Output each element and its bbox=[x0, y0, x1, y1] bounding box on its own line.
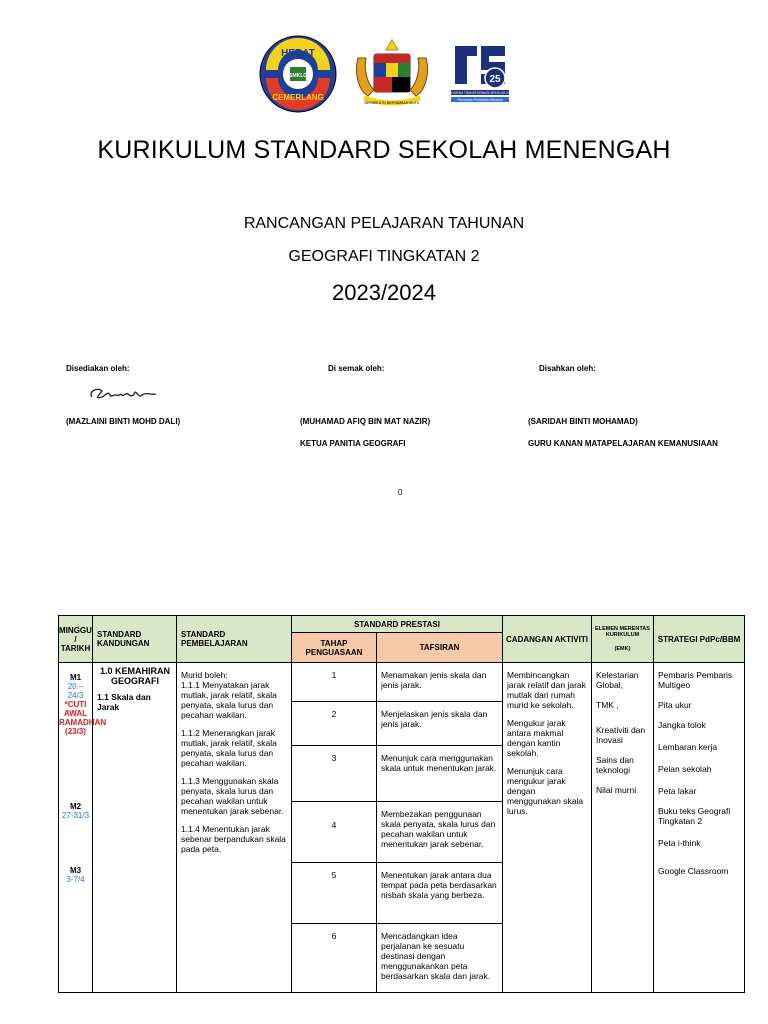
tahap-6: 6 bbox=[292, 924, 377, 993]
tahap-2: 2 bbox=[292, 702, 377, 746]
strategi-8: Peta i-think bbox=[658, 838, 701, 848]
crest-bottom-text: CEMERLANG bbox=[272, 93, 324, 102]
header-tarikh: TARIKH bbox=[60, 643, 91, 653]
strategi-cell bbox=[654, 663, 745, 993]
week-1-label: M1 bbox=[69, 673, 82, 682]
tafsiran-1 bbox=[377, 663, 503, 702]
emk-1: Kelestarian Global, bbox=[596, 670, 639, 690]
strategi-6: Peta lakar bbox=[658, 786, 697, 796]
tafsiran-1-text: Menamakan jenis skala dan jenis jarak. bbox=[381, 670, 487, 690]
pembelajaran-2: 1.1.2 Menerangkan jarak mutlak, jarak relatif, skala penyata, skala lurus dan pecahan wakilan. bbox=[181, 728, 277, 768]
page-number: 0 bbox=[398, 488, 403, 497]
ts25-caption: PROGRAM TRANSFORMASI SEKOLAH 2025 bbox=[447, 91, 513, 95]
tahap-1: 1 bbox=[292, 663, 377, 702]
cadangan-aktiviti-cell bbox=[503, 663, 592, 993]
header-slash: / bbox=[74, 634, 77, 644]
emk-cell bbox=[592, 663, 654, 993]
ts25-caption-2: Perubahan Pendidikan Bermula bbox=[457, 98, 503, 102]
week-2 bbox=[59, 802, 92, 820]
crest-top-text: HEBAT bbox=[281, 48, 315, 59]
week-1 bbox=[59, 673, 107, 736]
week-2-label: M2 bbox=[69, 802, 82, 811]
header-emk bbox=[592, 616, 654, 663]
kandungan-main: 1.0 KEMAHIRAN GEOGRAFI bbox=[99, 666, 170, 686]
crest-center-text: SMKLC bbox=[289, 73, 307, 79]
week-3-date: 3-7/4 bbox=[66, 875, 85, 884]
header-standard-prestasi: STANDARD PRESTASI bbox=[292, 616, 503, 633]
coat-of-arms-logo bbox=[352, 38, 432, 110]
annual-plan-table bbox=[58, 615, 745, 993]
subject-title: GEOGRAFI TINGKATAN 2 bbox=[288, 248, 480, 265]
header-standard-pembelajaran: STANDARD PEMBELAJARAN bbox=[177, 616, 292, 663]
tahap-4: 4 bbox=[292, 802, 377, 863]
emk-3: Kreativiti dan Inovasi bbox=[596, 725, 646, 745]
standard-pembelajaran-cell bbox=[177, 663, 292, 993]
cadangan-3: Menunjuk cara mengukur jarak dengan menggunakan skala lurus. bbox=[507, 766, 584, 816]
tahap-3: 3 bbox=[292, 746, 377, 802]
tafsiran-6 bbox=[377, 924, 503, 993]
header-minggu: MINGGU bbox=[59, 625, 92, 635]
strategi-9: Google Classroom bbox=[658, 866, 729, 876]
tafsiran-6-text: Mencadangkan idea perjalanan ke sesuatu destinasi dengan menggunakankan peta berdasarkan skala dan jarak. bbox=[381, 931, 491, 981]
tafsiran-2 bbox=[377, 702, 503, 746]
tafsiran-3-text: Menunjuk cara menggunakan skala untuk menentukan jarak. bbox=[381, 753, 497, 773]
week-3 bbox=[59, 866, 92, 884]
week-1-holiday-date: (23/3) bbox=[65, 727, 86, 736]
tahap-5: 5 bbox=[292, 863, 377, 924]
checked-by-label: Di semak oleh: bbox=[328, 364, 385, 373]
school-crest-logo bbox=[258, 34, 338, 114]
emk-4: Sains dan teknologi bbox=[596, 755, 634, 775]
checked-by-role: KETUA PANITIA GEOGRAFI bbox=[300, 439, 406, 448]
strategi-4: Lembaran kerja bbox=[658, 742, 718, 752]
pembelajaran-3: 1.1.3 Menggunakan skala penyata, skala lurus dan pecahan wakilan untuk menentukan jarak sebenar. bbox=[181, 776, 284, 816]
strategi-2: Pita ukur bbox=[658, 700, 692, 710]
week-1-date: 20 – 24/3 bbox=[67, 682, 84, 700]
week-3-label: M3 bbox=[69, 866, 82, 875]
checked-by-name: (MUHAMAD AFIQ BIN MAT NAZIR) bbox=[300, 417, 431, 426]
cadangan-2: Mengukur jarak antara makmal dengan kantin sekolah. bbox=[507, 718, 566, 758]
pembelajaran-4: 1.1.4 Menentukan jarak sebenar berpandukan skala pada peta. bbox=[181, 824, 286, 854]
strategi-3: Jangka tolok bbox=[658, 720, 706, 730]
document-subtitle: RANCANGAN PELAJARAN TAHUNAN bbox=[243, 215, 525, 232]
header-standard-kandungan: STANDARD KANDUNGAN bbox=[93, 616, 177, 663]
ts25-number: 25 bbox=[489, 74, 501, 85]
strategi-7: Buku teks Geografi Tingkatan 2 bbox=[658, 806, 731, 826]
emk-5: Nilai murni bbox=[596, 785, 637, 795]
tafsiran-5 bbox=[377, 863, 503, 924]
strategi-5: Pelan sekolah bbox=[658, 764, 712, 774]
logo-row bbox=[0, 34, 768, 114]
emk-2: TMK , bbox=[596, 700, 619, 710]
tafsiran-4 bbox=[377, 802, 503, 863]
tafsiran-4-text: Membezakan penggunaan skala penyata, skala lurus dan pecahan wakilan untuk menentukan jarak sebenar. bbox=[381, 809, 496, 849]
header-emk-abbr: (EMK) bbox=[614, 646, 631, 652]
prepared-by-name: (MAZLAINI BINTI MOHD DALI) bbox=[66, 417, 181, 426]
prepared-by-label: Disediakan oleh: bbox=[66, 364, 130, 373]
header-emk-title: ELEMEN MERENTAS KURIKULUM bbox=[595, 626, 650, 638]
header-strategi: STRATEGI PdPc/BBM bbox=[654, 616, 745, 663]
jata-motto: BERSEKUTU BERTAMBAH MUTU bbox=[364, 101, 420, 105]
week-2-date: 27-31/3 bbox=[61, 811, 90, 820]
strategi-1: Pembaris Pembaris Multigeo bbox=[658, 670, 733, 690]
handwritten-signature bbox=[84, 383, 164, 410]
tafsiran-3 bbox=[377, 746, 503, 802]
header-cadangan-aktiviti: CADANGAN AKTIVITI bbox=[503, 616, 592, 663]
week-1-holiday-note: *CUTI AWAL RAMADHAN bbox=[59, 700, 107, 727]
header-minggu-tarikh bbox=[59, 616, 93, 663]
header-tahap-penguasaan: TAHAP PENGUASAAN bbox=[292, 633, 377, 663]
tafsiran-5-text: Menentukan jarak antara dua tempat pada peta berdasarkan nisbah skala yang berbeza. bbox=[381, 870, 497, 900]
pembelajaran-1: Murid boleh: 1.1.1 Menyatakan jarak mutlak, jarak relatif, skala penyata, skala lurus dan pecahan wakilan. bbox=[181, 670, 277, 720]
document-title: KURIKULUM STANDARD SEKOLAH MENENGAH bbox=[97, 136, 671, 164]
weeks-cell bbox=[59, 663, 107, 993]
approved-by-role: GURU KANAN MATAPELAJARAN KEMANUSIAAN bbox=[528, 439, 718, 448]
header-tafsiran: TAFSIRAN bbox=[377, 633, 503, 663]
approved-by-name: (SARIDAH BINTI MOHAMAD) bbox=[528, 417, 638, 426]
cadangan-1: Membincangkan jarak relatif dan jarak mutlak dari rumah murid ke sekolah. bbox=[507, 670, 586, 710]
approved-by-label: Disahkan oleh: bbox=[539, 364, 596, 373]
kandungan-sub: 1.1 Skala dan Jarak bbox=[97, 692, 151, 712]
standard-kandungan-cell bbox=[93, 663, 177, 993]
ts25-logo bbox=[447, 40, 513, 106]
tafsiran-2-text: Menjelaskan jenis skala dan jenis jarak. bbox=[381, 709, 488, 729]
academic-year: 2023/2024 bbox=[332, 280, 436, 305]
